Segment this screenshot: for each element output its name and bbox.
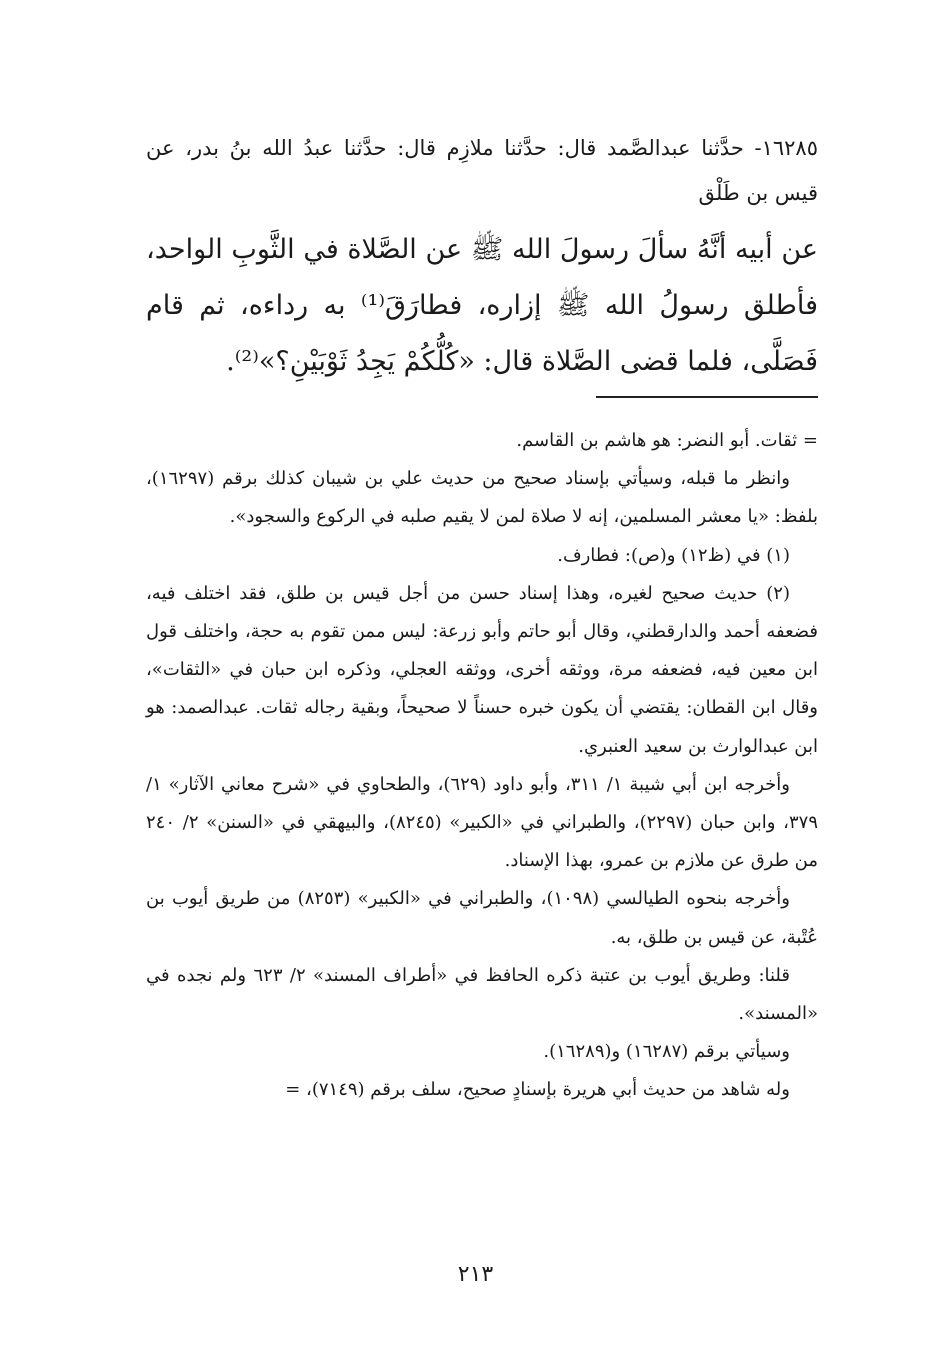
footnote-paragraph: وله شاهد من حديث أبي هريرة بإسنادٍ صحيح، سلف برقم (٧١٤٩)، = <box>285 1079 790 1101</box>
hadith-isnad: ١٦٢٨٥- حدَّثنا عبدالصَّمد قال: حدَّثنا ملازِم قال: حدَّثنا عبدُ الله بنُ بدر، عن قيس بن طَلْق <box>146 136 818 205</box>
footnote-paragraph: وأخرجه ابن أبي شيبة ١/ ٣١١، وأبو داود (٦٢٩)، والطحاوي في «شرح معاني الآثار» ١/ ٣٧٩، وابن حبان (٢٢٩٧)، والطبراني في «الكبير» (٨٢٤٥)، والبيهقي في «السنن» ٢/ ٢٤٠ من طرق عن ملازم بن عمرو، بهذا الإسناد. <box>146 773 818 872</box>
footnote-1: (١) في (ظ١٢) و(ص): فطارف. <box>557 544 790 566</box>
footnote-paragraph: وانظر ما قبله، وسيأتي بإسناد صحيح من حديث علي بن شيبان كذلك برقم (١٦٢٩٧)، بلفظ: «يا معشر المسلمين، إنه لا صلاة لمن لا يقيم صلبه في الركوع والسجود». <box>146 468 818 528</box>
footnotes <box>146 422 818 1110</box>
footnote-2: (٢) حديث صحيح لغيره، وهذا إسناد حسن من أجل قيس بن طلق، فقد اختلف فيه، فضعفه أحمد والدارقطني، وقال أبو حاتم وأبو زرعة: ليس ممن تقوم به حجة، واختلف قول ابن معين فيه، فضعفه مرة، ووثقه أخرى، ووثقه العجلي، وذكره ابن حبان في «الثقات»، وقال ابن القطان: يقتضي أن يكون خبره حسناً لا صحيحاً، وبقية رجاله ثقات. عبدالصمد: هو ابن عبدالوارث بن سعيد العنبري. <box>146 582 819 757</box>
footnote-paragraph: قلنا: وطريق أيوب بن عتبة ذكره الحافظ في «أطراف المسند» ٢/ ٦٢٣ ولم نجده في «المسند». <box>146 964 818 1025</box>
footnote-paragraph: = ثقات. أبو النضر: هو هاشم بن القاسم. <box>516 430 818 451</box>
page-number: ٢١٣ <box>457 1262 494 1287</box>
footnote-paragraph: وأخرجه بنحوه الطيالسي (١٠٩٨)، والطبراني في «الكبير» (٨٢٥٣) من طريق أيوب بن عُتْبة، عن قيس بن طلق، به. <box>146 888 818 948</box>
hadith-matn: عن أبيه أنَّهُ سألَ رسولَ الله ﷺ عن الصَّلاة في الثَّوبِ الواحد، فأطلق رسولُ الله ﷺ إزاره، فطارَقَ⁽¹⁾ به رداءه، ثم قام فَصَلَّى، فلما قضى الصَّلاة قال: «كُلُّكُمْ يَجِدُ ثَوْبَيْنِ؟»⁽²⁾. <box>146 234 818 377</box>
footnote-separator <box>596 396 818 398</box>
footnote-paragraph: وسيأتي برقم (١٦٢٨٧) و(١٦٢٨٩). <box>543 1041 790 1063</box>
